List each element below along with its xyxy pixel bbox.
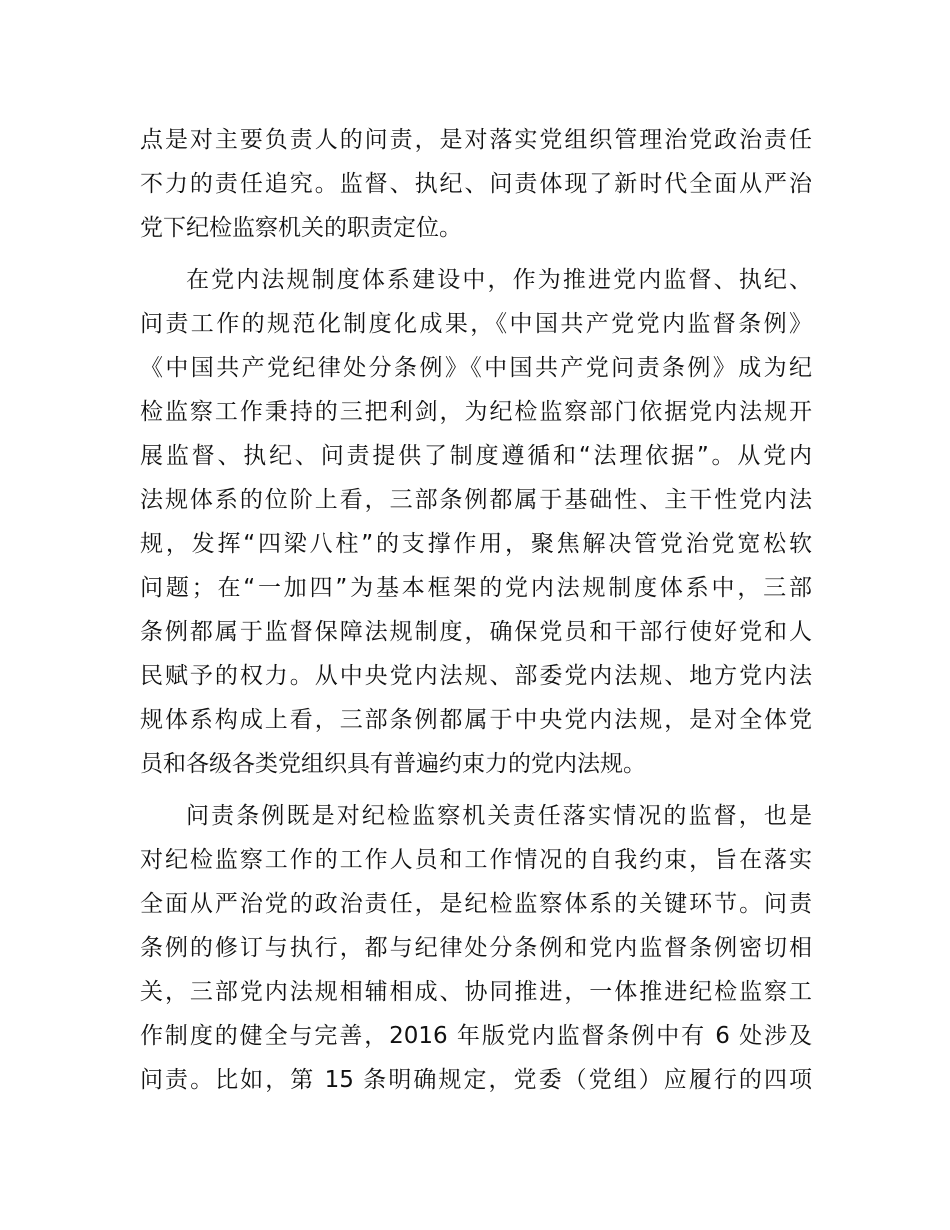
- paragraph-gap: [140, 786, 812, 794]
- text-line: 规，发挥“四梁八柱”的支撑作用，聚焦解决管党治党宽松软: [140, 531, 812, 557]
- text-line: 法规体系的位阶上看，三部条例都属于基础性、主干性党内法: [140, 487, 812, 513]
- text-line: 员和各级各类党组织具有普遍约束力的党内法规。: [140, 751, 646, 777]
- body-text: [140, 118, 812, 1102]
- text-line: 对纪检监察工作的工作人员和工作情况的自我约束，旨在落实: [140, 847, 812, 873]
- paragraph-1: [140, 118, 812, 250]
- text-line: 问责条例既是对纪检监察机关责任落实情况的监督，也是: [186, 803, 812, 829]
- text-line: 党下纪检监察机关的职责定位。: [140, 215, 462, 241]
- paragraph-2: [140, 258, 812, 786]
- text-line: 作制度的健全与完善，2016 年版党内监督条例中有 6 处涉及: [140, 1023, 812, 1049]
- text-line: 条例的修订与执行，都与纪律处分条例和党内监督条例密切相: [140, 935, 812, 961]
- text-line: 问题；在“一加四”为基本框架的党内法规制度体系中，三部: [140, 575, 812, 601]
- text-line: 《中国共产党纪律处分条例》《中国共产党问责条例》成为纪: [140, 355, 812, 381]
- text-line: 民赋予的权力。从中央党内法规、部委党内法规、地方党内法: [140, 663, 812, 689]
- text-line: 问责。比如，第 15 条明确规定，党委（党组）应履行的四项: [140, 1067, 812, 1093]
- text-line: 在党内法规制度体系建设中，作为推进党内监督、执纪、: [186, 267, 812, 293]
- text-line: 问责工作的规范化制度化成果，《中国共产党党内监督条例》: [140, 311, 812, 337]
- text-line: 全面从严治党的政治责任，是纪检监察体系的关键环节。问责: [140, 891, 812, 917]
- paragraph-3: [140, 794, 812, 1102]
- text-line: 点是对主要负责人的问责，是对落实党组织管理治党政治责任: [140, 127, 812, 153]
- text-line: 检监察工作秉持的三把利剑，为纪检监察部门依据党内法规开: [140, 399, 812, 425]
- text-line: 关，三部党内法规相辅相成、协同推进，一体推进纪检监察工: [140, 979, 812, 1005]
- text-line: 不力的责任追究。监督、执纪、问责体现了新时代全面从严治: [140, 171, 812, 197]
- text-line: 条例都属于监督保障法规制度，确保党员和干部行使好党和人: [140, 619, 812, 645]
- text-line: 展监督、执纪、问责提供了制度遵循和“法理依据”。从党内: [140, 443, 812, 469]
- text-line: 规体系构成上看，三部条例都属于中央党内法规，是对全体党: [140, 707, 812, 733]
- paragraph-gap: [140, 250, 812, 258]
